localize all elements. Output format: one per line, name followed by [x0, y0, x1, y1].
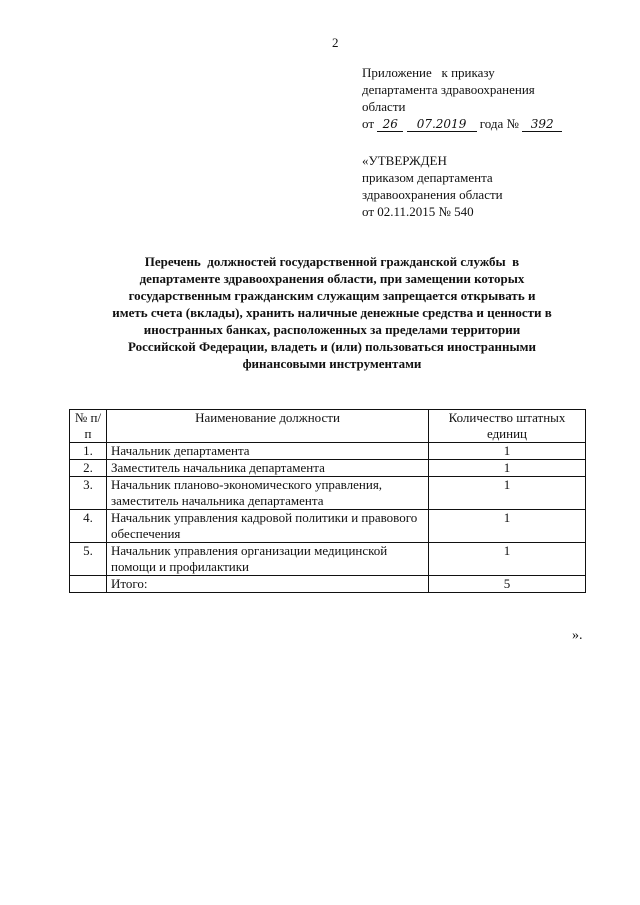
row-qty: 1	[429, 477, 586, 510]
table-row	[70, 543, 586, 576]
table-row	[70, 443, 586, 460]
from-label: от	[362, 116, 375, 131]
header-qty: Количество штатных единиц	[429, 410, 586, 443]
appendix-block	[362, 64, 562, 132]
handwritten-number: 392	[522, 117, 562, 132]
approved-line: приказом департамента	[362, 170, 493, 185]
closing-quote: ».	[572, 628, 583, 643]
title-line: Перечень должностей государственной гражданской службы в	[144, 254, 520, 269]
handwritten-month-year: 07.2019	[407, 117, 477, 132]
title-line: финансовыми инструментами	[242, 356, 422, 371]
handwritten-day: 26	[377, 117, 403, 132]
header-name: Наименование должности	[107, 410, 429, 443]
row-name: Начальник планово-экономического управления, заместитель начальника департамента	[107, 477, 429, 510]
row-num: 2.	[70, 460, 107, 477]
row-num: 5.	[70, 543, 107, 576]
total-qty: 5	[429, 576, 586, 593]
approved-block	[362, 152, 503, 220]
year-label: года	[479, 116, 504, 131]
appendix-date-line	[362, 115, 562, 132]
total-num	[70, 576, 107, 593]
document-title	[72, 253, 592, 372]
row-qty: 1	[429, 543, 586, 576]
row-qty: 1	[429, 510, 586, 543]
header-num: № п/п	[70, 410, 107, 443]
table-total-row	[70, 576, 586, 593]
table-row	[70, 510, 586, 543]
total-label: Итого:	[107, 576, 429, 593]
table-row	[70, 477, 586, 510]
row-num: 3.	[70, 477, 107, 510]
positions-table	[69, 409, 586, 593]
row-num: 1.	[70, 443, 107, 460]
title-line: иностранных банках, расположенных за пределами территории	[143, 322, 521, 337]
table-header-row	[70, 410, 586, 443]
title-line: департаменте здравоохранения области, при замещении которых	[139, 271, 525, 286]
appendix-line: Приложение к приказу	[362, 65, 495, 80]
approved-line: «УТВЕРЖДЕН	[362, 153, 447, 168]
number-label: №	[506, 116, 519, 131]
row-name: Начальник управления организации медицинской помощи и профилактики	[107, 543, 429, 576]
title-line: Российской Федерации, владеть и (или) пользоваться иностранными	[127, 339, 536, 354]
appendix-line: области	[362, 99, 406, 114]
title-line: государственным гражданским служащим запрещается открывать и	[128, 288, 536, 303]
appendix-line: департамента здравоохранения	[362, 82, 535, 97]
table-row	[70, 460, 586, 477]
row-qty: 1	[429, 460, 586, 477]
page-number: 2	[332, 35, 339, 50]
row-num: 4.	[70, 510, 107, 543]
approved-line: здравоохранения области	[362, 187, 503, 202]
row-qty: 1	[429, 443, 586, 460]
row-name: Заместитель начальника департамента	[107, 460, 429, 477]
title-line: иметь счета (вклады), хранить наличные денежные средства и ценности в	[112, 305, 552, 320]
row-name: Начальник департамента	[107, 443, 429, 460]
row-name: Начальник управления кадровой политики и правового обеспечения	[107, 510, 429, 543]
approved-line: от 02.11.2015 № 540	[362, 204, 474, 219]
